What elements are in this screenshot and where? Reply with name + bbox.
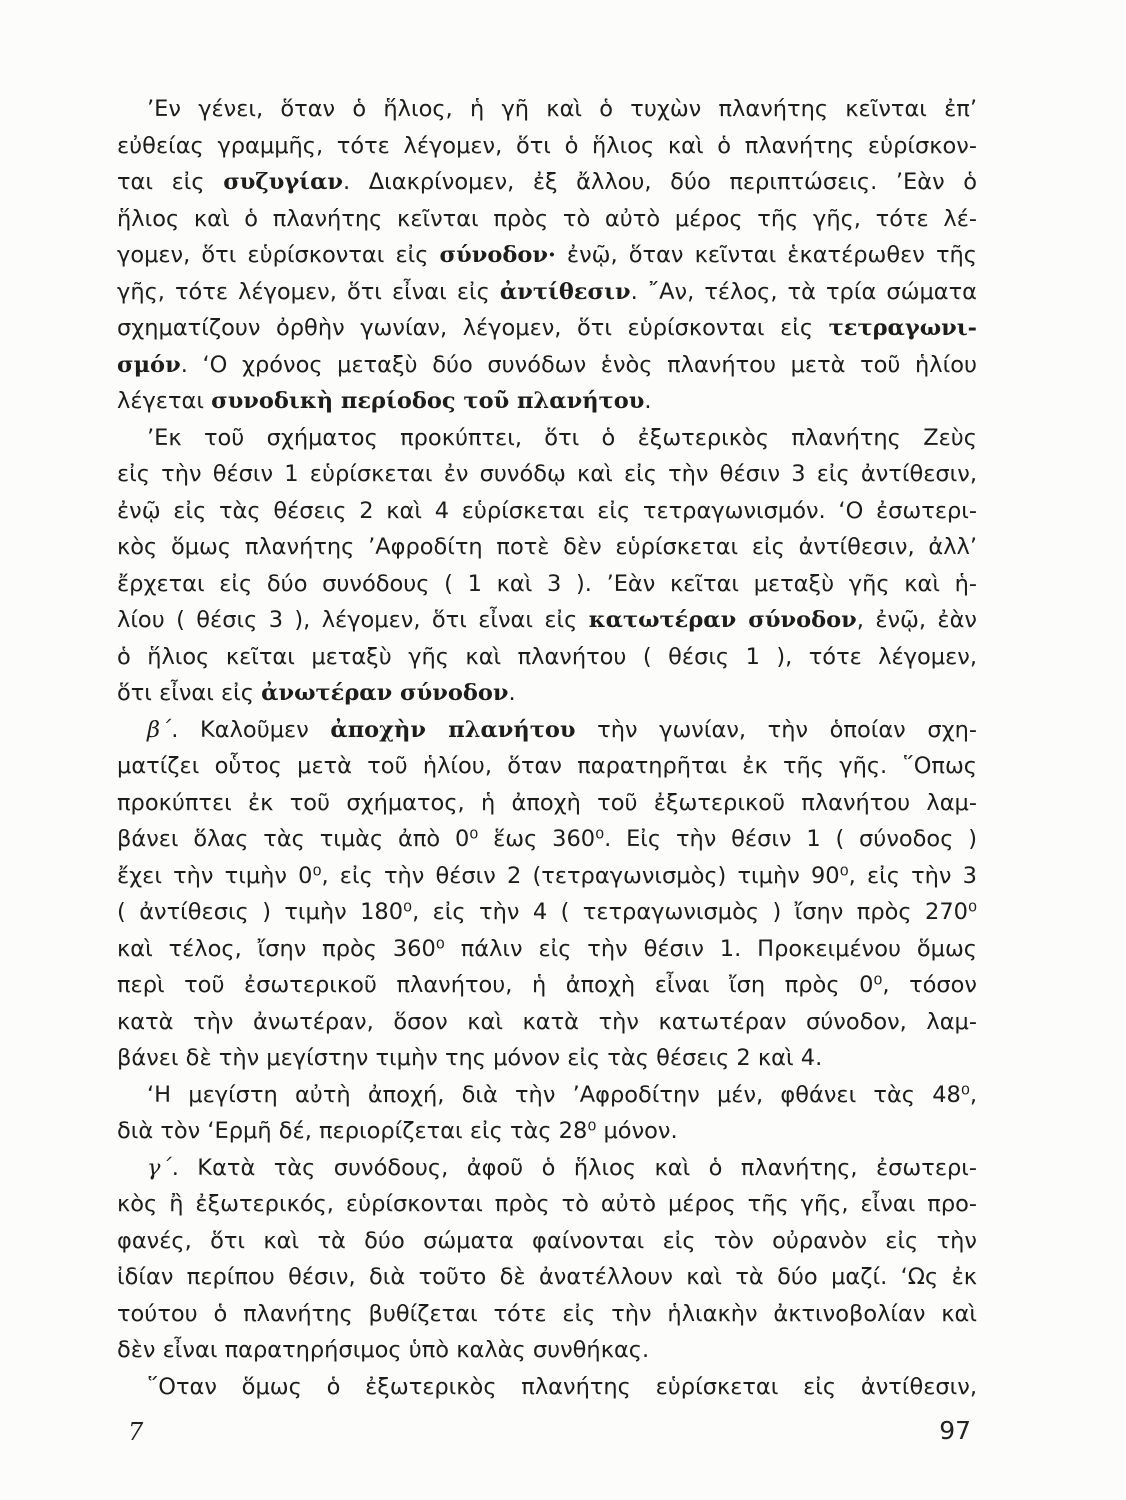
text-segment: γομεν, ὅτι εὑρίσκονται εἰς xyxy=(117,242,440,268)
text-segment: κατὰ τὴν ἀνωτέραν, ὅσον καὶ κατὰ τὴν κατωτέραν σύνοδον, λαμ- xyxy=(117,1008,977,1035)
text-line xyxy=(117,748,977,785)
text-line xyxy=(117,1259,977,1296)
bold-term: σύνοδον· xyxy=(439,242,556,268)
text-segment: διὰ τὸν ‘Ερμῆ δέ, περιορίζεται εἰς τὰς 28⁰ μόνον. xyxy=(117,1118,678,1144)
bold-term: συζυγίαν xyxy=(223,169,343,195)
text-line xyxy=(117,164,977,201)
text-segment: , ἐνῷ, ἐὰν xyxy=(856,607,977,633)
bold-term: ἀνωτέραν σύνοδον xyxy=(261,680,509,706)
text-line xyxy=(117,1186,977,1223)
text-segment: ματίζει οὗτος μετὰ τοῦ ἡλίου, ὅταν παρατηρῆται ἐκ τῆς γῆς. ῞Οπως xyxy=(117,753,977,779)
bold-term: συνοδικὴ περίοδος τοῦ πλανήτου xyxy=(211,388,645,414)
text-line xyxy=(117,712,977,749)
text-segment: . Κατὰ τὰς συνόδους, ἀφοῦ ὁ ἥλιος καὶ ὁ πλανήτης, ἐσωτερι- xyxy=(171,1154,977,1181)
text-line xyxy=(117,967,977,1004)
text-line xyxy=(117,128,977,165)
text-line xyxy=(117,420,977,457)
text-segment: ἔχει τὴν τιμὴν 0⁰, εἰς τὴν θέσιν 2 (τετραγωνισμὸς) τιμὴν 90⁰, εἰς τὴν 3 xyxy=(117,862,977,889)
text-line xyxy=(117,931,977,968)
section-marker: β΄ xyxy=(147,716,172,743)
text-segment: . ‘Ο χρόνος μεταξὺ δύο συνόδων ἑνὸς πλανήτου μετὰ τοῦ ἡλίου xyxy=(180,351,977,378)
text-line xyxy=(117,383,977,420)
text-line xyxy=(117,785,977,822)
text-line xyxy=(117,639,977,676)
text-line xyxy=(117,274,977,311)
text-line xyxy=(117,602,977,639)
text-segment: ὅτι εἶναι εἰς xyxy=(117,680,262,706)
text-segment: κὸς ἢ ἐξωτερικός, εὑρίσκονται πρὸς τὸ αὐτὸ μέρος τῆς γῆς, εἶναι προ- xyxy=(117,1191,977,1217)
text-segment: βάνει ὅλας τὰς τιμὰς ἀπὸ 0⁰ ἕως 360⁰. Εἰς τὴν θέσιν 1 ( σύνοδος ) xyxy=(117,826,977,852)
text-segment: ἥλιος καὶ ὁ πλανήτης κεῖνται πρὸς τὸ αὐτὸ μέρος τῆς γῆς, τότε λέ- xyxy=(117,205,977,232)
text-segment: ἐνῷ, ὅταν κεῖνται ἑκατέρωθεν τῆς xyxy=(555,242,977,268)
text-segment: περὶ τοῦ ἐσωτερικοῦ πλανήτου, ἡ ἀποχὴ εἶναι ἴση πρὸς 0⁰, τόσον xyxy=(117,972,977,998)
text-segment: . Καλοῦμεν xyxy=(171,716,331,743)
text-segment: λίου ( θέσις 3 ), λέγομεν, ὅτι εἶναι εἰς xyxy=(117,607,589,633)
text-segment: βάνει δὲ τὴν μεγίστην τιμὴν της μόνον εἰς τὰς θέσεις 2 καὶ 4. xyxy=(117,1045,823,1071)
text-segment: . xyxy=(644,388,652,414)
bold-term: κατωτέραν σύνοδον xyxy=(588,607,857,633)
text-line xyxy=(117,675,977,712)
text-line xyxy=(117,1223,977,1260)
text-segment: ἰδίαν περίπου θέσιν, διὰ τοῦτο δὲ ἀνατέλλουν καὶ τὰ δύο μαζί. ‘Ως ἐκ xyxy=(117,1264,977,1290)
page-number: 97 xyxy=(939,1416,971,1445)
text-line xyxy=(117,201,977,238)
text-line xyxy=(117,1004,977,1041)
text-line xyxy=(117,347,977,384)
text-segment: λέγεται xyxy=(117,388,212,414)
text-segment: . Διακρίνομεν, ἐξ ἄλλου, δύο περιπτώσεις. ’Εὰν ὁ xyxy=(343,169,978,195)
text-line xyxy=(117,1150,977,1187)
text-line xyxy=(117,493,977,530)
text-line xyxy=(117,1332,977,1369)
text-segment: ’Εν γένει, ὅταν ὁ ἥλιος, ἡ γῆ καὶ ὁ τυχὼν πλανήτης κεῖνται ἐπ’ xyxy=(147,96,977,122)
text-segment: τούτου ὁ πλανήτης βυθίζεται τότε εἰς τὴν ἡλιακὴν ἀκτινοβολίαν καὶ xyxy=(117,1300,977,1327)
bold-term: ἀποχὴν πλανήτου xyxy=(330,716,576,743)
bold-term: ἀντίθεσιν xyxy=(499,278,631,305)
text-line xyxy=(117,237,977,274)
text-line xyxy=(117,529,977,566)
text-line xyxy=(117,310,977,347)
text-segment: ἐνῷ εἰς τὰς θέσεις 2 καὶ 4 εὑρίσκεται εἰς τετραγωνισμόν. ‘Ο ἐσωτερι- xyxy=(117,497,977,524)
printer-signature-mark: 7 xyxy=(128,1418,144,1446)
text-segment: ἔρχεται εἰς δύο συνόδους ( 1 καὶ 3 ). ’Εὰν κεῖται μεταξὺ γῆς καὶ ἡ- xyxy=(117,570,977,597)
text-segment: κὸς ὅμως πλανήτης ’Αφροδίτη ποτὲ δὲν εὑρίσκεται εἰς ἀντίθεσιν, ἀλλ’ xyxy=(117,534,977,560)
text-segment: γῆς, τότε λέγομεν, ὅτι εἶναι εἰς xyxy=(117,278,500,305)
text-line xyxy=(117,894,977,931)
text-segment: ται εἰς xyxy=(117,169,224,195)
text-line xyxy=(117,91,977,128)
text-segment: εὐθείας γραμμῆς, τότε λέγομεν, ὅτι ὁ ἥλιος καὶ ὁ πλανήτης εὑρίσκον- xyxy=(117,132,977,159)
text-segment: . xyxy=(508,680,516,706)
text-segment: φανές, ὅτι καὶ τὰ δύο σώματα φαίνονται εἰς τὸν οὐρανὸν εἰς τὴν xyxy=(117,1227,977,1254)
body-text xyxy=(117,91,977,1405)
section-marker: γ΄ xyxy=(147,1154,172,1181)
text-line xyxy=(117,1040,977,1077)
text-segment: τὴν γωνίαν, τὴν ὁποίαν σχη- xyxy=(575,716,977,743)
text-line xyxy=(117,1113,977,1150)
text-line xyxy=(117,1077,977,1114)
text-segment: σχηματίζουν ὀρθὴν γωνίαν, λέγομεν, ὅτι εὑρίσκονται εἰς xyxy=(117,315,829,341)
text-line xyxy=(117,821,977,858)
text-segment: καὶ τέλος, ἴσην πρὸς 360⁰ πάλιν εἰς τὴν θέσιν 1. Προκειμένου ὅμως xyxy=(117,935,977,962)
text-line xyxy=(117,1296,977,1333)
text-line xyxy=(117,456,977,493)
text-segment: ’Εκ τοῦ σχήματος προκύπτει, ὅτι ὁ ἐξωτερικὸς πλανήτης Ζεὺς xyxy=(147,424,977,451)
text-segment: ὁ ἥλιος κεῖται μεταξὺ γῆς καὶ πλανήτου ( θέσις 1 ), τότε λέγομεν, xyxy=(117,643,977,670)
text-line xyxy=(117,858,977,895)
text-segment: ( ἀντίθεσις ) τιμὴν 180⁰, εἰς τὴν 4 ( τετραγωνισμὸς ) ἴσην πρὸς 270⁰ xyxy=(117,899,977,925)
text-segment: προκύπτει ἐκ τοῦ σχήματος, ἡ ἀποχὴ τοῦ ἐξωτερικοῦ πλανήτου λαμ- xyxy=(117,789,977,816)
bold-term: σμόν xyxy=(117,351,181,378)
text-segment: . ῎Αν, τέλος, τὰ τρία σώματα xyxy=(630,278,977,305)
text-segment: εἰς τὴν θέσιν 1 εὑρίσκεται ἐν συνόδῳ καὶ εἰς τὴν θέσιν 3 εἰς ἀντίθεσιν, xyxy=(117,461,977,487)
text-segment: ῞Οταν ὅμως ὁ ἐξωτερικὸς πλανήτης εὑρίσκεται εἰς ἀντίθεσιν, xyxy=(147,1373,977,1400)
text-segment: ‘Η μεγίστη αὐτὴ ἀποχή, διὰ τὴν ’Αφροδίτην μέν, φθάνει τὰς 48⁰, xyxy=(147,1081,977,1108)
text-line xyxy=(117,1369,977,1406)
bold-term: τετραγωνι- xyxy=(828,315,977,341)
text-line xyxy=(117,566,977,603)
text-segment: δὲν εἶναι παρατηρήσιμος ὑπὸ καλὰς συνθήκας. xyxy=(117,1337,650,1363)
